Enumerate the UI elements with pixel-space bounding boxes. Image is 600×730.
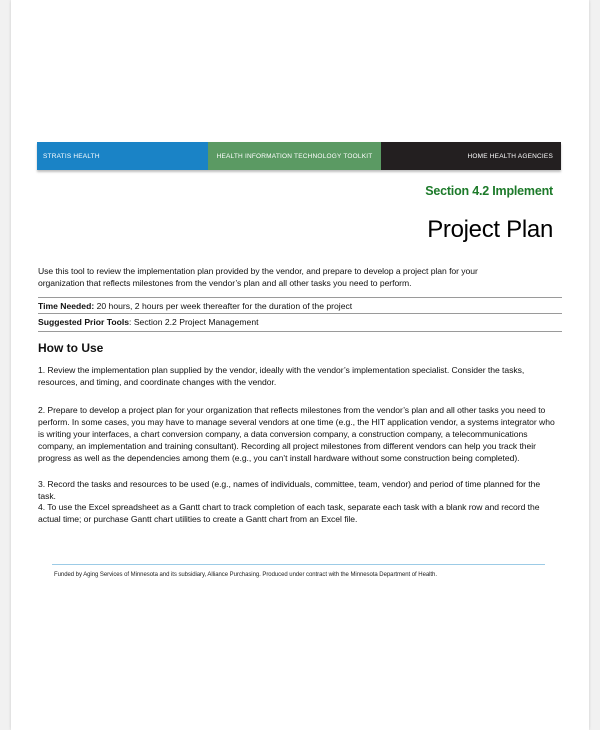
header-banner [37,142,561,170]
banner-audience: HOME HEALTH AGENCIES [381,142,561,170]
prior-tools-label: Suggested Prior Tools [38,317,130,327]
intro-paragraph: Use this tool to review the implementation plan provided by the vendor, and prepare to develop a project plan for your organization that reflects milestones from the vendor’s plan and all other tasks you need to perform. [38,266,478,288]
banner-org-name: STRATIS HEALTH [37,142,208,170]
step-4: 4. To use the Excel spreadsheet as a Gantt chart to track completion of each task, separate each task with a blank row and record the actual time; or purchase Gantt chart utilities to create a Gantt chart from an Excel file. [38,502,540,524]
prior-tools-value: : Section 2.2 Project Management [129,317,259,327]
footer-text: Funded by Aging Services of Minnesota and its subsidiary, Alliance Purchasing. Produced under contract with the Minnesota Department of Health. [54,572,437,578]
time-needed-label: Time Needed: [38,301,95,311]
footer-divider [52,564,545,565]
how-to-use-heading: How to Use [38,341,104,355]
time-needed-row [38,297,562,313]
document-page [11,0,589,730]
section-label: Section 4.2 Implement [425,184,553,198]
prior-tools-row [38,313,562,332]
page-title: Project Plan [427,216,553,243]
step-3: 3. Record the tasks and resources to be used (e.g., names of individuals, committee, team, vendor) and period of time planned for the task. [38,479,541,501]
time-needed-value: 20 hours, 2 hours per week thereafter for the duration of the project [94,301,353,311]
step-2: 2. Prepare to develop a project plan for your organization that reflects milestones from the vendor’s plan and all other tasks you need to perform. In some cases, you may have to manage several vendors at one time (e.g., the HIT application vendor, a systems integrator who is writing your interfaces, a chart conversion company, a data conversion company, a construction company, a telecommunications company, an implementation and training consultant). Recording all project milestones from different vendors can help you track their progress as well as the dependencies among them (e.g., you can’t install hardware without some construction being completed). [38,405,555,463]
step-1: 1. Review the implementation plan supplied by the vendor, ideally with the vendor’s implementation specialist. Consider the tasks, resources, and timing, and coordinate changes with the vendor. [38,365,525,387]
banner-toolkit-name: HEALTH INFORMATION TECHNOLOGY TOOLKIT [208,142,381,170]
